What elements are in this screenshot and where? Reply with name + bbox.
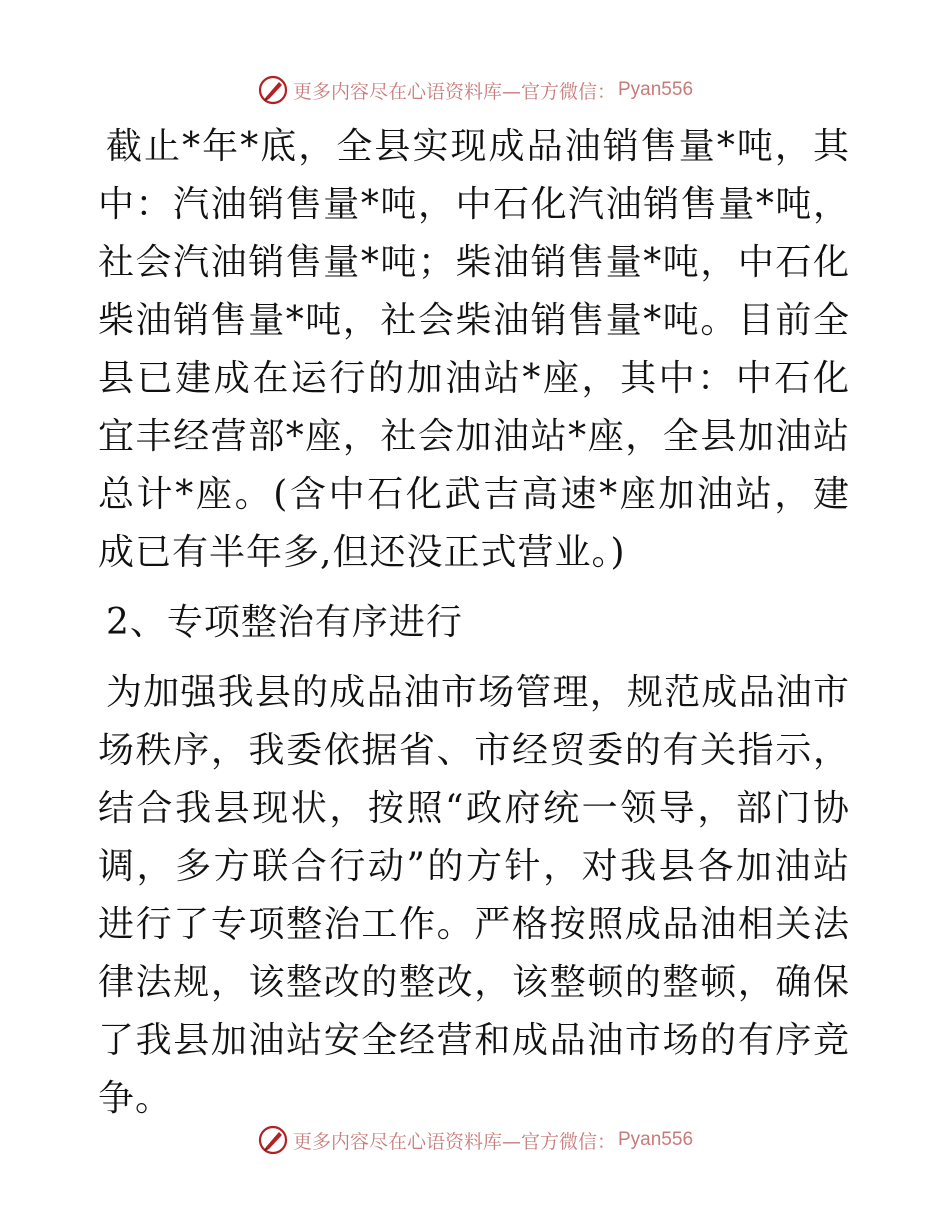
watermark-text: 更多内容尽在心语资料库—官方微信： bbox=[292, 1130, 616, 1153]
watermark-wechat-id: Pyan556 bbox=[618, 79, 694, 100]
paragraph-special-rectification: 为加强我县的成品油市场管理，规范成品油市场秩序，我委依据省、市经贸委的有关指示，结合我县现状，按照“政府统一领导，部门协调，多方联合行动”的方针，对我县各加油站进行了专项整治工作。严格按照成品油相关法律法规，该整改的整改，该整顿的整顿，确保了我县加油站安全经营和成品油市场的有序竞争。 bbox=[98, 672, 850, 1119]
header-watermark bbox=[0, 70, 950, 110]
paragraph-sales-summary: 截止*年*底，全县实现成品油销售量*吨，其中：汽油销售量*吨，中石化汽油销售量*吨，社会汽油销售量*吨；柴油销售量*吨，中石化柴油销售量*吨，社会柴油销售量*吨。目前全县已建成在运行的加油站*座，其中：中石化宜丰经营部*座，社会加油站*座，全县加油站总计*座。(含中石化武吉高速*座加油站，建成已有半年多,但还没正式营业。) bbox=[98, 126, 850, 573]
footer-watermark bbox=[0, 1120, 950, 1160]
watermark-wechat-id: Pyan556 bbox=[618, 1129, 694, 1150]
pen-logo-icon bbox=[257, 74, 289, 106]
section-heading: 2、专项整治有序进行 bbox=[106, 602, 463, 643]
pen-logo-icon bbox=[257, 1124, 289, 1156]
watermark-text: 更多内容尽在心语资料库—官方微信： bbox=[292, 80, 616, 103]
document-body bbox=[98, 118, 850, 1128]
